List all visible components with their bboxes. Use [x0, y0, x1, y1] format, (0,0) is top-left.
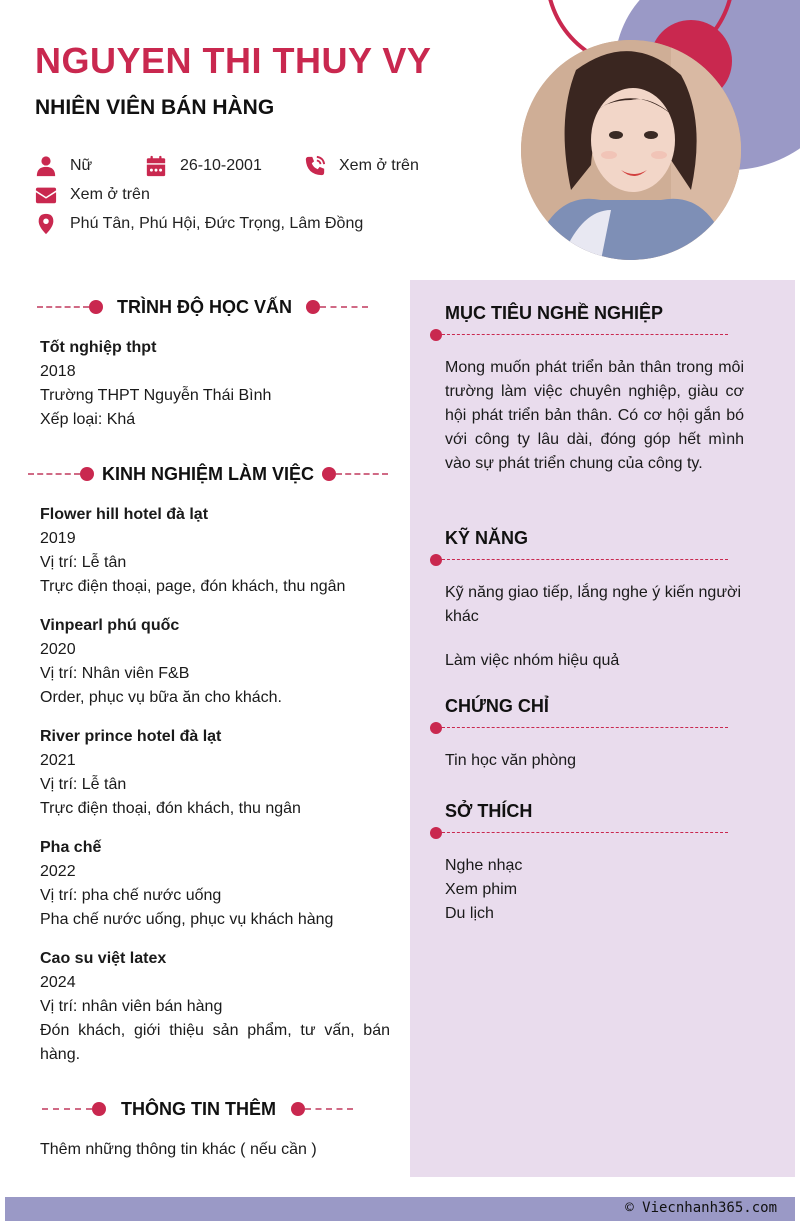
experience-company: Cao su việt latex	[40, 950, 167, 967]
footer-bar	[5, 1197, 795, 1221]
hobby-item: Nghe nhạc	[445, 857, 523, 874]
gender-value: Nữ	[70, 157, 93, 174]
education-year: 2018	[40, 363, 76, 380]
experience-item	[40, 614, 390, 710]
experience-position: Vị trí: nhân viên bán hàng	[40, 998, 223, 1015]
email-value: Xem ở trên	[70, 186, 150, 203]
contact-phone	[304, 154, 419, 178]
hobbies-heading: SỞ THÍCH	[445, 801, 533, 821]
heading-dot-left	[80, 467, 94, 481]
certificates-heading: CHỨNG CHỈ	[445, 696, 549, 716]
birthday-value: 26-10-2001	[180, 157, 262, 174]
experience-desc: Pha chế nước uống, phục vụ khách hàng	[40, 911, 334, 928]
experience-position: Vị trí: Nhân viên F&B	[40, 665, 190, 682]
skills-divider	[430, 554, 728, 566]
experience-item	[40, 503, 390, 599]
education-grade: Xếp loại: Khá	[40, 411, 136, 428]
certificate-item: Tin học văn phòng	[445, 752, 577, 769]
experience-heading-text: KINH NGHIỆM LÀM VIỆC	[102, 463, 315, 484]
envelope-icon	[35, 183, 57, 207]
heading-dot-left	[89, 300, 103, 314]
experience-company: River prince hotel đà lạt	[40, 728, 222, 745]
hobby-item: Du lịch	[445, 905, 494, 922]
skill-item: Kỹ năng giao tiếp, lắng nghe ý kiến người khác	[445, 584, 742, 625]
objective-divider	[430, 329, 728, 341]
education-heading	[37, 292, 368, 322]
heading-dash-right	[305, 1108, 353, 1110]
heading-dot-right	[306, 300, 320, 314]
experience-desc: Trực điện thoại, page, đón khách, thu ngân	[40, 578, 346, 595]
experience-year: 2019	[40, 530, 76, 547]
extra-text: Thêm những thông tin khác ( nếu cần )	[40, 1141, 317, 1158]
experience-position: Vị trí: Lễ tân	[40, 554, 127, 571]
calendar-icon	[145, 154, 167, 178]
contact-address	[35, 212, 363, 236]
person-icon	[35, 154, 57, 178]
experience-year: 2024	[40, 974, 76, 991]
experience-position: Vị trí: Lễ tân	[40, 776, 127, 793]
certificates-divider	[430, 722, 728, 734]
hobbies-divider	[430, 827, 728, 839]
education-entry	[40, 336, 390, 432]
experience-item	[40, 947, 390, 1067]
education-degree: Tốt nghiệp thpt	[40, 339, 157, 356]
experience-item	[40, 836, 390, 932]
experience-item	[40, 725, 390, 821]
hobby-list	[445, 854, 750, 926]
experience-position: Vị trí: pha chế nước uống	[40, 887, 222, 904]
education-heading-text: TRÌNH ĐỘ HỌC VẤN	[117, 296, 292, 317]
experience-heading	[28, 459, 388, 489]
experience-company: Vinpearl phú quốc	[40, 617, 180, 634]
experience-desc: Order, phục vụ bữa ăn cho khách.	[40, 689, 282, 706]
heading-dot-right	[291, 1102, 305, 1116]
phone-icon	[304, 154, 326, 178]
objective-text: Mong muốn phát triển bản thân trong môi trường làm việc chuyên nghiệp, giàu cơ hội phát triển bản thân. Có cơ hội gắn bó với công ty lâu dài, đóng góp hết mình vào sự phát triển chung của công ty.	[445, 359, 744, 472]
heading-dash-right	[336, 473, 388, 475]
experience-company: Flower hill hotel đà lạt	[40, 506, 209, 523]
skill-item: Làm việc nhóm hiệu quả	[445, 652, 620, 669]
profile-photo	[521, 40, 741, 260]
address-value: Phú Tân, Phú Hội, Đức Trọng, Lâm Đồng	[70, 215, 364, 232]
heading-dash-left	[42, 1108, 92, 1110]
skills-heading: KỸ NĂNG	[445, 528, 529, 548]
contact-birthday	[145, 154, 262, 178]
candidate-name: NGUYEN THI THUY VY	[35, 40, 432, 81]
hobby-item: Xem phim	[445, 881, 518, 898]
experience-year: 2021	[40, 752, 76, 769]
extra-heading-text: THÔNG TIN THÊM	[121, 1098, 276, 1119]
phone-value: Xem ở trên	[339, 157, 419, 174]
heading-dash-right	[320, 306, 368, 308]
education-school: Trường THPT Nguyễn Thái Bình	[40, 387, 272, 404]
heading-dash-left	[28, 473, 80, 475]
map-pin-icon	[35, 212, 57, 236]
job-title: NHIÊN VIÊN BÁN HÀNG	[35, 96, 275, 119]
profile-photo-illustration	[521, 40, 741, 260]
contact-gender	[35, 154, 92, 178]
heading-dot-left	[92, 1102, 106, 1116]
experience-year: 2022	[40, 863, 76, 880]
footer-copyright: © Viecnhanh365.com	[625, 1200, 777, 1216]
heading-dash-left	[37, 306, 89, 308]
extra-heading	[42, 1094, 353, 1124]
experience-company: Pha chế	[40, 839, 102, 856]
heading-dot-right	[322, 467, 336, 481]
experience-year: 2020	[40, 641, 76, 658]
experience-desc: Trực điện thoại, đón khách, thu ngân	[40, 800, 301, 817]
objective-heading: MỤC TIÊU NGHỀ NGHIỆP	[445, 303, 664, 323]
experience-desc: Đón khách, giới thiệu sản phẩm, tư vấn, bán hàng.	[40, 1022, 390, 1063]
contact-email	[35, 183, 150, 207]
